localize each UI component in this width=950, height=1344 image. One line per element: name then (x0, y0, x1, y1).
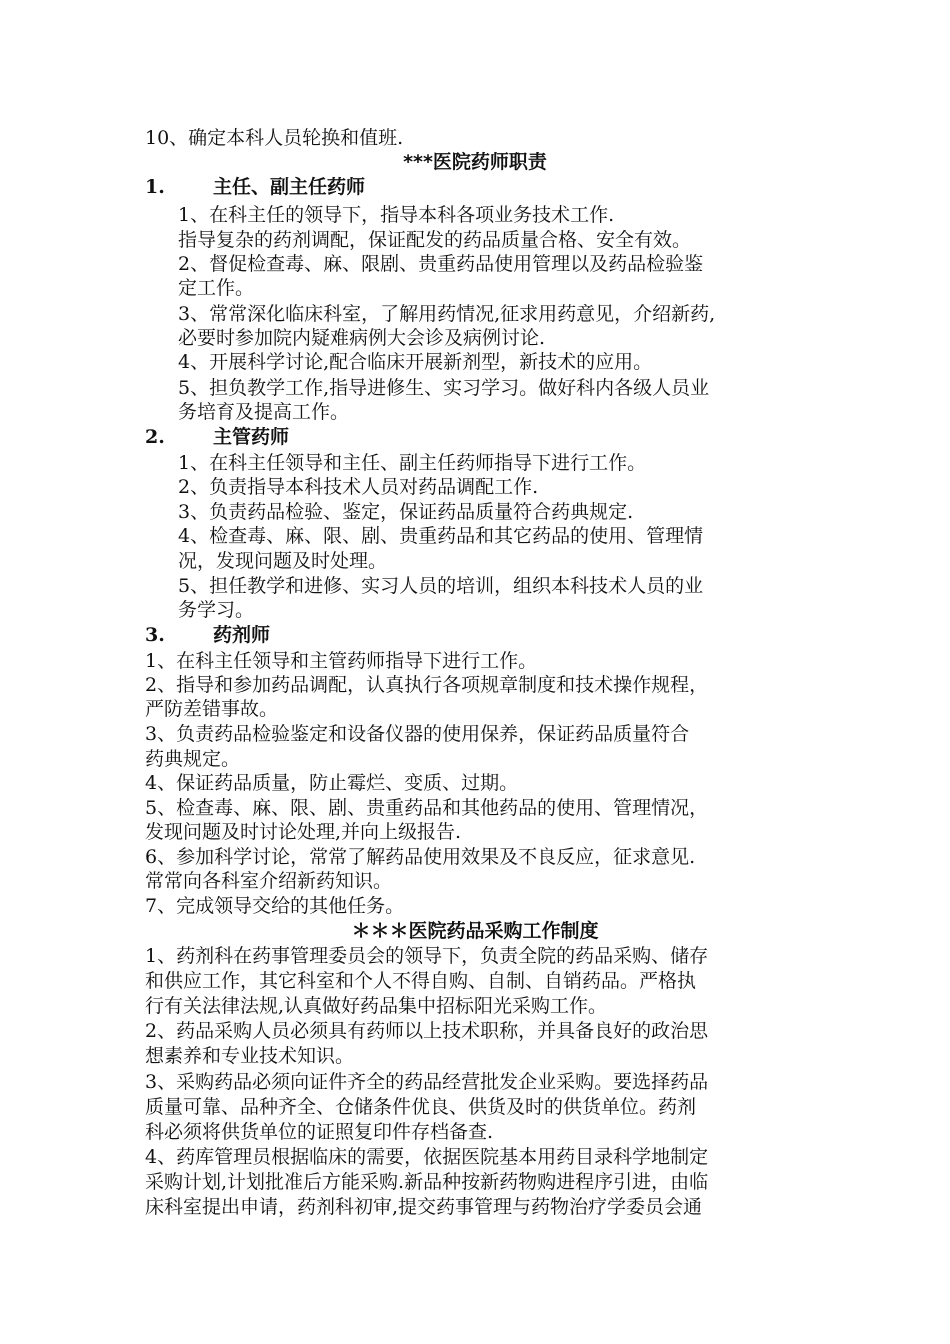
paragraph-line: 2、药品采购人员必须具有药师以上技术职称，并具备良好的政治思 (145, 1020, 709, 1042)
paragraph-line: 床科室提出申请，药剂科初审,提交药事管理与药物治疗学委员会通 (145, 1196, 703, 1218)
paragraph-line: 严防差错事故。 (145, 698, 279, 720)
paragraph-line: 5、担任教学和进修、实习人员的培训，组织本科技术人员的业 (178, 575, 704, 597)
paragraph-line: 指导复杂的药剂调配，保证配发的药品质量合格、安全有效。 (178, 229, 692, 251)
subsection-number: 2. (145, 426, 165, 448)
paragraph-line: 3、负责药品检验、鉴定，保证药品质量符合药典规定. (178, 501, 634, 523)
paragraph-line: 科必须将供货单位的证照复印件存档备查. (145, 1121, 494, 1143)
paragraph-line: 药典规定。 (145, 748, 241, 770)
paragraph-line: 4、药库管理员根据临床的需要，依据医院基本用药目录科学地制定 (145, 1146, 709, 1168)
paragraph-line: 4、检查毒、麻、限、剧、贵重药品和其它药品的使用、管理情 (178, 525, 704, 547)
paragraph-line: 务学习。 (178, 599, 255, 621)
paragraph-line: 1、在科主任领导和主管药师指导下进行工作。 (145, 650, 538, 672)
subsection-heading-3 (145, 623, 270, 647)
paragraph-line: 7、完成领导交给的其他任务。 (145, 895, 405, 917)
paragraph-line: 1、药剂科在药事管理委员会的领导下，负责全院的药品采购、储存 (145, 945, 709, 967)
paragraph-line: 必要时参加院内疑难病例大会诊及病例讨论. (178, 327, 546, 349)
paragraph-line: 定工作。 (178, 277, 255, 299)
paragraph-line: 3、负责药品检验鉴定和设备仪器的使用保养，保证药品质量符合 (145, 723, 690, 745)
paragraph-line: 5、担负教学工作,指导进修生、实习学习。做好科内各级人员业 (178, 377, 710, 399)
paragraph-line: 4、保证药品质量，防止霉烂、变质、过期。 (145, 772, 519, 794)
subsection-heading-text: 主任、副主任药师 (213, 176, 366, 198)
subsection-heading-text: 药剂师 (213, 624, 271, 646)
paragraph-line: 和供应工作，其它科室和个人不得自购、自制、自销药品。严格执 (145, 970, 697, 992)
paragraph-line: 4、开展科学讨论,配合临床开展新剂型，新技术的应用。 (178, 351, 653, 373)
paragraph-line: 1、在科主任领导和主任、副主任药师指导下进行工作。 (178, 452, 647, 474)
text-line-top: 10、确定本科人员轮换和值班. (145, 127, 404, 149)
paragraph-line: 3、采购药品必须向证件齐全的药品经营批发企业采购。要选择药品 (145, 1071, 709, 1093)
paragraph-line: 2、指导和参加药品调配，认真执行各项规章制度和技术操作规程， (145, 674, 709, 696)
subsection-heading-1 (145, 175, 365, 199)
paragraph-line: 5、检查毒、麻、限、剧、贵重药品和其他药品的使用、管理情况， (145, 797, 709, 819)
paragraph-line: 常常向各科室介绍新药知识。 (145, 870, 393, 892)
section-title-pharmacist-duties: ***医院药师职责 (403, 151, 547, 173)
subsection-number: 3. (145, 624, 165, 646)
subsection-heading-text: 主管药师 (213, 426, 290, 448)
paragraph-line: 行有关法律法规,认真做好药品集中招标阳光采购工作。 (145, 995, 608, 1017)
paragraph-line: 1、在科主任的领导下，指导本科各项业务技术工作. (178, 204, 615, 226)
paragraph-line: 2、督促检查毒、麻、限剧、贵重药品使用管理以及药品检验鉴 (178, 253, 704, 275)
paragraph-line: 3、常常深化临床科室，了解用药情况,征求用药意见，介绍新药, (178, 303, 716, 325)
paragraph-line: 况，发现问题及时处理。 (178, 550, 388, 572)
paragraph-line: 采购计划,计划批准后方能采购.新品种按新药物购进程序引进，由临 (145, 1171, 709, 1193)
paragraph-line: 质量可靠、品种齐全、仓储条件优良、供货及时的供货单位。药剂 (145, 1096, 697, 1118)
subsection-heading-2 (145, 425, 289, 449)
paragraph-line: 务培育及提高工作。 (178, 401, 350, 423)
paragraph-line: 2、负责指导本科技术人员对药品调配工作. (178, 476, 539, 498)
paragraph-line: 6、参加科学讨论，常常了解药品使用效果及不良反应，征求意见. (145, 846, 696, 868)
section-title-procurement: ＊＊＊医院药品采购工作制度 (351, 920, 599, 942)
paragraph-line: 发现问题及时讨论处理,并向上级报告. (145, 821, 462, 843)
paragraph-line: 想素养和专业技术知识。 (145, 1045, 355, 1067)
subsection-number: 1. (145, 176, 165, 198)
